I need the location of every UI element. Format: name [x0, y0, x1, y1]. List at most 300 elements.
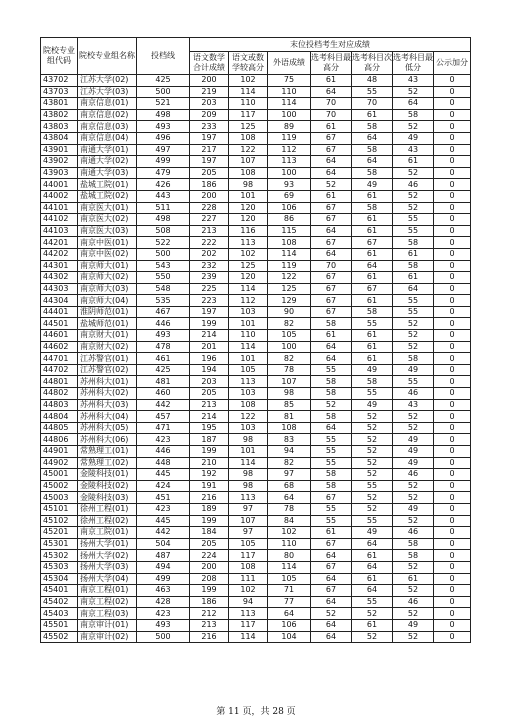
elective-lowest-cell: 49: [393, 457, 434, 469]
score-table-page: [40, 37, 470, 643]
elective-highest-cell: 52: [311, 608, 352, 620]
elective-second-cell: 58: [352, 202, 393, 214]
table-row: [41, 306, 471, 318]
cutoff-score-cell: 481: [137, 376, 190, 388]
chn-math-total-cell: 196: [190, 353, 229, 365]
chn-or-math-high-cell: 103: [229, 306, 268, 318]
chn-math-total-cell: 233: [190, 121, 229, 133]
elective-lowest-cell: 52: [393, 202, 434, 214]
elective-second-cell: 55: [352, 86, 393, 98]
cutoff-score-cell: 451: [137, 492, 190, 504]
elective-lowest-cell: 52: [393, 422, 434, 434]
foreign-lang-cell: 97: [268, 469, 311, 481]
chn-or-math-high-cell: 98: [229, 469, 268, 481]
chn-math-total-cell: 203: [190, 376, 229, 388]
cutoff-score-cell: 428: [137, 596, 190, 608]
chn-math-total-cell: 239: [190, 272, 229, 284]
group-code-cell: 44602: [41, 341, 78, 353]
foreign-lang-cell: 106: [268, 619, 311, 631]
table-row: [41, 179, 471, 191]
foreign-lang-cell: 78: [268, 364, 311, 376]
foreign-lang-cell: 115: [268, 225, 311, 237]
chn-or-math-high-cell: 110: [229, 98, 268, 110]
cutoff-score-cell: 425: [137, 364, 190, 376]
elective-lowest-cell: 49: [393, 364, 434, 376]
group-code-cell: 44902: [41, 457, 78, 469]
bonus-points-cell: 0: [434, 306, 471, 318]
cutoff-score-cell: 423: [137, 608, 190, 620]
chn-math-total-cell: 202: [190, 248, 229, 260]
bonus-points-cell: 0: [434, 364, 471, 376]
group-code-cell: 45102: [41, 515, 78, 527]
elective-lowest-cell: 49: [393, 619, 434, 631]
group-name-cell: 江苏警官(01): [78, 353, 137, 365]
elective-highest-cell: 52: [311, 179, 352, 191]
elective-second-cell: 55: [352, 596, 393, 608]
cutoff-score-cell: 500: [137, 86, 190, 98]
elective-highest-cell: 70: [311, 109, 352, 121]
bonus-points-cell: 0: [434, 295, 471, 307]
group-name-cell: 常熟理工(01): [78, 446, 137, 458]
group-name-cell: 南京工程(01): [78, 585, 137, 597]
elective-second-cell: 67: [352, 283, 393, 295]
group-code-cell: 44401: [41, 306, 78, 318]
elective-second-cell: 61: [352, 341, 393, 353]
group-code-cell: 44801: [41, 376, 78, 388]
elective-lowest-cell: 61: [393, 248, 434, 260]
table-row: [41, 608, 471, 620]
foreign-lang-cell: 69: [268, 190, 311, 202]
group-code-cell: 45401: [41, 585, 78, 597]
chn-math-total-cell: 210: [190, 457, 229, 469]
chn-or-math-high-cell: 113: [229, 237, 268, 249]
foreign-lang-cell: 68: [268, 480, 311, 492]
chn-math-total-cell: 199: [190, 318, 229, 330]
chn-or-math-high-cell: 101: [229, 353, 268, 365]
chn-or-math-high-cell: 108: [229, 132, 268, 144]
elective-lowest-cell: 46: [393, 388, 434, 400]
chn-or-math-high-cell: 108: [229, 167, 268, 179]
elective-highest-cell: 67: [311, 272, 352, 284]
elective-highest-cell: 64: [311, 353, 352, 365]
bonus-points-cell: 0: [434, 272, 471, 284]
bonus-points-cell: 0: [434, 527, 471, 539]
elective-second-cell: 52: [352, 492, 393, 504]
cutoff-score-cell: 423: [137, 434, 190, 446]
elective-highest-cell: 67: [311, 295, 352, 307]
foreign-lang-cell: 122: [268, 272, 311, 284]
cutoff-score-cell: 493: [137, 121, 190, 133]
bonus-points-cell: 0: [434, 422, 471, 434]
table-row: [41, 295, 471, 307]
table-row: [41, 353, 471, 365]
table-row: [41, 364, 471, 376]
elective-second-cell: 70: [352, 98, 393, 110]
elective-lowest-cell: 52: [393, 318, 434, 330]
elective-lowest-cell: 64: [393, 283, 434, 295]
elective-highest-cell: 64: [311, 225, 352, 237]
table-row: [41, 132, 471, 144]
chn-math-total-cell: 214: [190, 330, 229, 342]
foreign-lang-cell: 114: [268, 98, 311, 110]
chn-or-math-high-cell: 98: [229, 480, 268, 492]
bonus-points-cell: 0: [434, 411, 471, 423]
group-name-cell: 南京师大(01): [78, 260, 137, 272]
chn-math-total-cell: 219: [190, 86, 229, 98]
elective-lowest-cell: 52: [393, 492, 434, 504]
group-code-cell: 44103: [41, 225, 78, 237]
table-row: [41, 469, 471, 481]
chn-math-total-cell: 205: [190, 538, 229, 550]
table-row: [41, 225, 471, 237]
foreign-lang-cell: 75: [268, 75, 311, 87]
group-name-cell: 南京工程(03): [78, 608, 137, 620]
header-sub-4: 选考科目次高分: [352, 52, 393, 75]
chn-or-math-high-cell: 102: [229, 248, 268, 260]
foreign-lang-cell: 100: [268, 167, 311, 179]
bonus-points-cell: 0: [434, 492, 471, 504]
foreign-lang-cell: 94: [268, 446, 311, 458]
chn-or-math-high-cell: 107: [229, 156, 268, 168]
bonus-points-cell: 0: [434, 434, 471, 446]
group-name-cell: 南京信息(02): [78, 109, 137, 121]
bonus-points-cell: 0: [434, 538, 471, 550]
bonus-points-cell: 0: [434, 585, 471, 597]
elective-highest-cell: 67: [311, 237, 352, 249]
table-row: [41, 573, 471, 585]
bonus-points-cell: 0: [434, 503, 471, 515]
foreign-lang-cell: 93: [268, 179, 311, 191]
header-sub-1: 语文或数学较高分: [229, 52, 268, 75]
table-row: [41, 527, 471, 539]
bonus-points-cell: 0: [434, 190, 471, 202]
elective-lowest-cell: 58: [393, 237, 434, 249]
chn-math-total-cell: 197: [190, 132, 229, 144]
elective-highest-cell: 61: [311, 190, 352, 202]
table-row: [41, 237, 471, 249]
cutoff-score-cell: 493: [137, 619, 190, 631]
chn-math-total-cell: 209: [190, 109, 229, 121]
elective-second-cell: 58: [352, 376, 393, 388]
bonus-points-cell: 0: [434, 318, 471, 330]
elective-second-cell: 55: [352, 480, 393, 492]
group-name-cell: 南京师大(04): [78, 295, 137, 307]
chn-or-math-high-cell: 113: [229, 376, 268, 388]
chn-or-math-high-cell: 114: [229, 631, 268, 643]
foreign-lang-cell: 108: [268, 422, 311, 434]
elective-second-cell: 64: [352, 561, 393, 573]
elective-highest-cell: 67: [311, 202, 352, 214]
bonus-points-cell: 0: [434, 353, 471, 365]
chn-or-math-high-cell: 97: [229, 503, 268, 515]
elective-lowest-cell: 58: [393, 538, 434, 550]
group-code-cell: 44901: [41, 446, 78, 458]
group-name-cell: 苏州科大(04): [78, 411, 137, 423]
bonus-points-cell: 0: [434, 457, 471, 469]
chn-or-math-high-cell: 120: [229, 202, 268, 214]
chn-math-total-cell: 217: [190, 144, 229, 156]
group-name-cell: 扬州大学(02): [78, 550, 137, 562]
group-name-cell: 南通大学(01): [78, 144, 137, 156]
table-row: [41, 631, 471, 643]
group-name-cell: 扬州大学(03): [78, 561, 137, 573]
foreign-lang-cell: 82: [268, 457, 311, 469]
group-name-cell: 徐州工程(02): [78, 515, 137, 527]
elective-second-cell: 55: [352, 318, 393, 330]
bonus-points-cell: 0: [434, 330, 471, 342]
elective-highest-cell: 64: [311, 619, 352, 631]
header-group-code: 院校专业组代码: [41, 38, 78, 75]
bonus-points-cell: 0: [434, 561, 471, 573]
group-name-cell: 南京师大(02): [78, 272, 137, 284]
bonus-points-cell: 0: [434, 573, 471, 585]
elective-highest-cell: 55: [311, 446, 352, 458]
foreign-lang-cell: 107: [268, 376, 311, 388]
bonus-points-cell: 0: [434, 202, 471, 214]
chn-math-total-cell: 205: [190, 167, 229, 179]
elective-second-cell: 52: [352, 503, 393, 515]
group-code-cell: 43802: [41, 109, 78, 121]
table-row: [41, 446, 471, 458]
table-row: [41, 167, 471, 179]
bonus-points-cell: 0: [434, 132, 471, 144]
elective-lowest-cell: 61: [393, 272, 434, 284]
foreign-lang-cell: 86: [268, 214, 311, 226]
elective-lowest-cell: 43: [393, 144, 434, 156]
bonus-points-cell: 0: [434, 121, 471, 133]
group-code-cell: 44102: [41, 214, 78, 226]
elective-lowest-cell: 55: [393, 376, 434, 388]
table-row: [41, 503, 471, 515]
elective-second-cell: 61: [352, 619, 393, 631]
foreign-lang-cell: 78: [268, 503, 311, 515]
elective-second-cell: 58: [352, 144, 393, 156]
chn-math-total-cell: 223: [190, 295, 229, 307]
elective-lowest-cell: 58: [393, 109, 434, 121]
table-row: [41, 457, 471, 469]
elective-highest-cell: 67: [311, 283, 352, 295]
cutoff-score-cell: 521: [137, 98, 190, 110]
bonus-points-cell: 0: [434, 214, 471, 226]
foreign-lang-cell: 64: [268, 608, 311, 620]
group-name-cell: 南京审计(02): [78, 631, 137, 643]
elective-lowest-cell: 52: [393, 411, 434, 423]
elective-lowest-cell: 58: [393, 550, 434, 562]
bonus-points-cell: 0: [434, 225, 471, 237]
table-row: [41, 434, 471, 446]
elective-second-cell: 52: [352, 411, 393, 423]
chn-or-math-high-cell: 101: [229, 446, 268, 458]
elective-lowest-cell: 58: [393, 260, 434, 272]
elective-lowest-cell: 64: [393, 98, 434, 110]
chn-or-math-high-cell: 114: [229, 457, 268, 469]
elective-second-cell: 58: [352, 167, 393, 179]
elective-lowest-cell: 52: [393, 585, 434, 597]
elective-highest-cell: 64: [311, 573, 352, 585]
table-row: [41, 538, 471, 550]
chn-math-total-cell: 197: [190, 156, 229, 168]
elective-highest-cell: 58: [311, 469, 352, 481]
group-name-cell: 南京医大(01): [78, 202, 137, 214]
foreign-lang-cell: 105: [268, 573, 311, 585]
group-code-cell: 44001: [41, 179, 78, 191]
group-name-cell: 徐州工程(01): [78, 503, 137, 515]
foreign-lang-cell: 125: [268, 283, 311, 295]
cutoff-score-cell: 499: [137, 573, 190, 585]
group-code-cell: 45502: [41, 631, 78, 643]
group-code-cell: 44701: [41, 353, 78, 365]
group-name-cell: 江苏警官(02): [78, 364, 137, 376]
elective-second-cell: 61: [352, 330, 393, 342]
cutoff-score-cell: 504: [137, 538, 190, 550]
chn-math-total-cell: 213: [190, 619, 229, 631]
group-code-cell: 45402: [41, 596, 78, 608]
group-code-cell: 43703: [41, 86, 78, 98]
foreign-lang-cell: 110: [268, 86, 311, 98]
foreign-lang-cell: 108: [268, 237, 311, 249]
foreign-lang-cell: 104: [268, 631, 311, 643]
chn-math-total-cell: 205: [190, 388, 229, 400]
group-code-cell: 44501: [41, 318, 78, 330]
header-group-name: 院校专业组名称: [78, 38, 137, 75]
chn-math-total-cell: 195: [190, 422, 229, 434]
group-name-cell: 金陵科技(02): [78, 480, 137, 492]
elective-highest-cell: 64: [311, 550, 352, 562]
table-row: [41, 109, 471, 121]
group-name-cell: 盐城工院(01): [78, 179, 137, 191]
foreign-lang-cell: 106: [268, 202, 311, 214]
chn-or-math-high-cell: 120: [229, 272, 268, 284]
elective-highest-cell: 64: [311, 422, 352, 434]
bonus-points-cell: 0: [434, 109, 471, 121]
group-name-cell: 南京信息(03): [78, 121, 137, 133]
table-row: [41, 515, 471, 527]
elective-second-cell: 64: [352, 156, 393, 168]
group-name-cell: 南通大学(02): [78, 156, 137, 168]
cutoff-score-cell: 543: [137, 260, 190, 272]
elective-second-cell: 52: [352, 631, 393, 643]
group-name-cell: 南京工程(02): [78, 596, 137, 608]
elective-lowest-cell: 52: [393, 86, 434, 98]
elective-lowest-cell: 46: [393, 596, 434, 608]
chn-or-math-high-cell: 107: [229, 515, 268, 527]
chn-or-math-high-cell: 111: [229, 573, 268, 585]
group-code-cell: 44805: [41, 422, 78, 434]
elective-lowest-cell: 52: [393, 121, 434, 133]
group-name-cell: 盐城师范(01): [78, 318, 137, 330]
group-code-cell: 44601: [41, 330, 78, 342]
chn-math-total-cell: 222: [190, 237, 229, 249]
elective-second-cell: 61: [352, 214, 393, 226]
chn-math-total-cell: 212: [190, 608, 229, 620]
bonus-points-cell: 0: [434, 341, 471, 353]
cutoff-score-cell: 508: [137, 225, 190, 237]
elective-second-cell: 61: [352, 225, 393, 237]
chn-or-math-high-cell: 125: [229, 260, 268, 272]
bonus-points-cell: 0: [434, 480, 471, 492]
elective-second-cell: 52: [352, 434, 393, 446]
group-code-cell: 43702: [41, 75, 78, 87]
group-name-cell: 扬州大学(01): [78, 538, 137, 550]
chn-or-math-high-cell: 105: [229, 364, 268, 376]
elective-second-cell: 64: [352, 538, 393, 550]
group-name-cell: 南京中医(02): [78, 248, 137, 260]
cutoff-score-cell: 448: [137, 457, 190, 469]
foreign-lang-cell: 113: [268, 156, 311, 168]
chn-or-math-high-cell: 94: [229, 596, 268, 608]
elective-second-cell: 67: [352, 237, 393, 249]
bonus-points-cell: 0: [434, 631, 471, 643]
table-row: [41, 399, 471, 411]
group-code-cell: 43902: [41, 156, 78, 168]
cutoff-score-cell: 497: [137, 144, 190, 156]
bonus-points-cell: 0: [434, 248, 471, 260]
table-row: [41, 190, 471, 202]
group-name-cell: 南京工院(01): [78, 527, 137, 539]
elective-second-cell: 49: [352, 364, 393, 376]
chn-or-math-high-cell: 114: [229, 86, 268, 98]
group-code-cell: 43801: [41, 98, 78, 110]
foreign-lang-cell: 98: [268, 388, 311, 400]
cutoff-score-cell: 511: [137, 202, 190, 214]
bonus-points-cell: 0: [434, 144, 471, 156]
group-name-cell: 金陵科技(03): [78, 492, 137, 504]
group-code-cell: 44702: [41, 364, 78, 376]
chn-or-math-high-cell: 103: [229, 422, 268, 434]
header-sub-2: 外语成绩: [268, 52, 311, 75]
elective-lowest-cell: 55: [393, 214, 434, 226]
cutoff-score-cell: 442: [137, 399, 190, 411]
elective-highest-cell: 64: [311, 248, 352, 260]
chn-or-math-high-cell: 117: [229, 619, 268, 631]
elective-highest-cell: 70: [311, 260, 352, 272]
elective-second-cell: 52: [352, 457, 393, 469]
elective-highest-cell: 67: [311, 561, 352, 573]
chn-math-total-cell: 216: [190, 631, 229, 643]
foreign-lang-cell: 83: [268, 434, 311, 446]
group-name-cell: 南京医大(02): [78, 214, 137, 226]
chn-math-total-cell: 225: [190, 283, 229, 295]
cutoff-score-cell: 498: [137, 109, 190, 121]
elective-second-cell: 61: [352, 295, 393, 307]
group-name-cell: 南京财大(01): [78, 330, 137, 342]
elective-highest-cell: 64: [311, 156, 352, 168]
foreign-lang-cell: 100: [268, 341, 311, 353]
bonus-points-cell: 0: [434, 446, 471, 458]
chn-or-math-high-cell: 114: [229, 341, 268, 353]
group-name-cell: 金陵科技(01): [78, 469, 137, 481]
table-row: [41, 411, 471, 423]
group-code-cell: 44804: [41, 411, 78, 423]
header-last-admitted: 末位投档考生对应成绩: [190, 38, 471, 52]
elective-second-cell: 61: [352, 272, 393, 284]
table-row: [41, 156, 471, 168]
foreign-lang-cell: 114: [268, 561, 311, 573]
elective-second-cell: 64: [352, 132, 393, 144]
elective-second-cell: 64: [352, 585, 393, 597]
table-row: [41, 98, 471, 110]
elective-lowest-cell: 61: [393, 156, 434, 168]
chn-or-math-high-cell: 110: [229, 330, 268, 342]
admission-score-table: [40, 37, 471, 643]
elective-lowest-cell: 52: [393, 480, 434, 492]
foreign-lang-cell: 100: [268, 109, 311, 121]
cutoff-score-cell: 535: [137, 295, 190, 307]
bonus-points-cell: 0: [434, 469, 471, 481]
elective-highest-cell: 61: [311, 330, 352, 342]
table-row: [41, 585, 471, 597]
group-name-cell: 江苏大学(03): [78, 86, 137, 98]
